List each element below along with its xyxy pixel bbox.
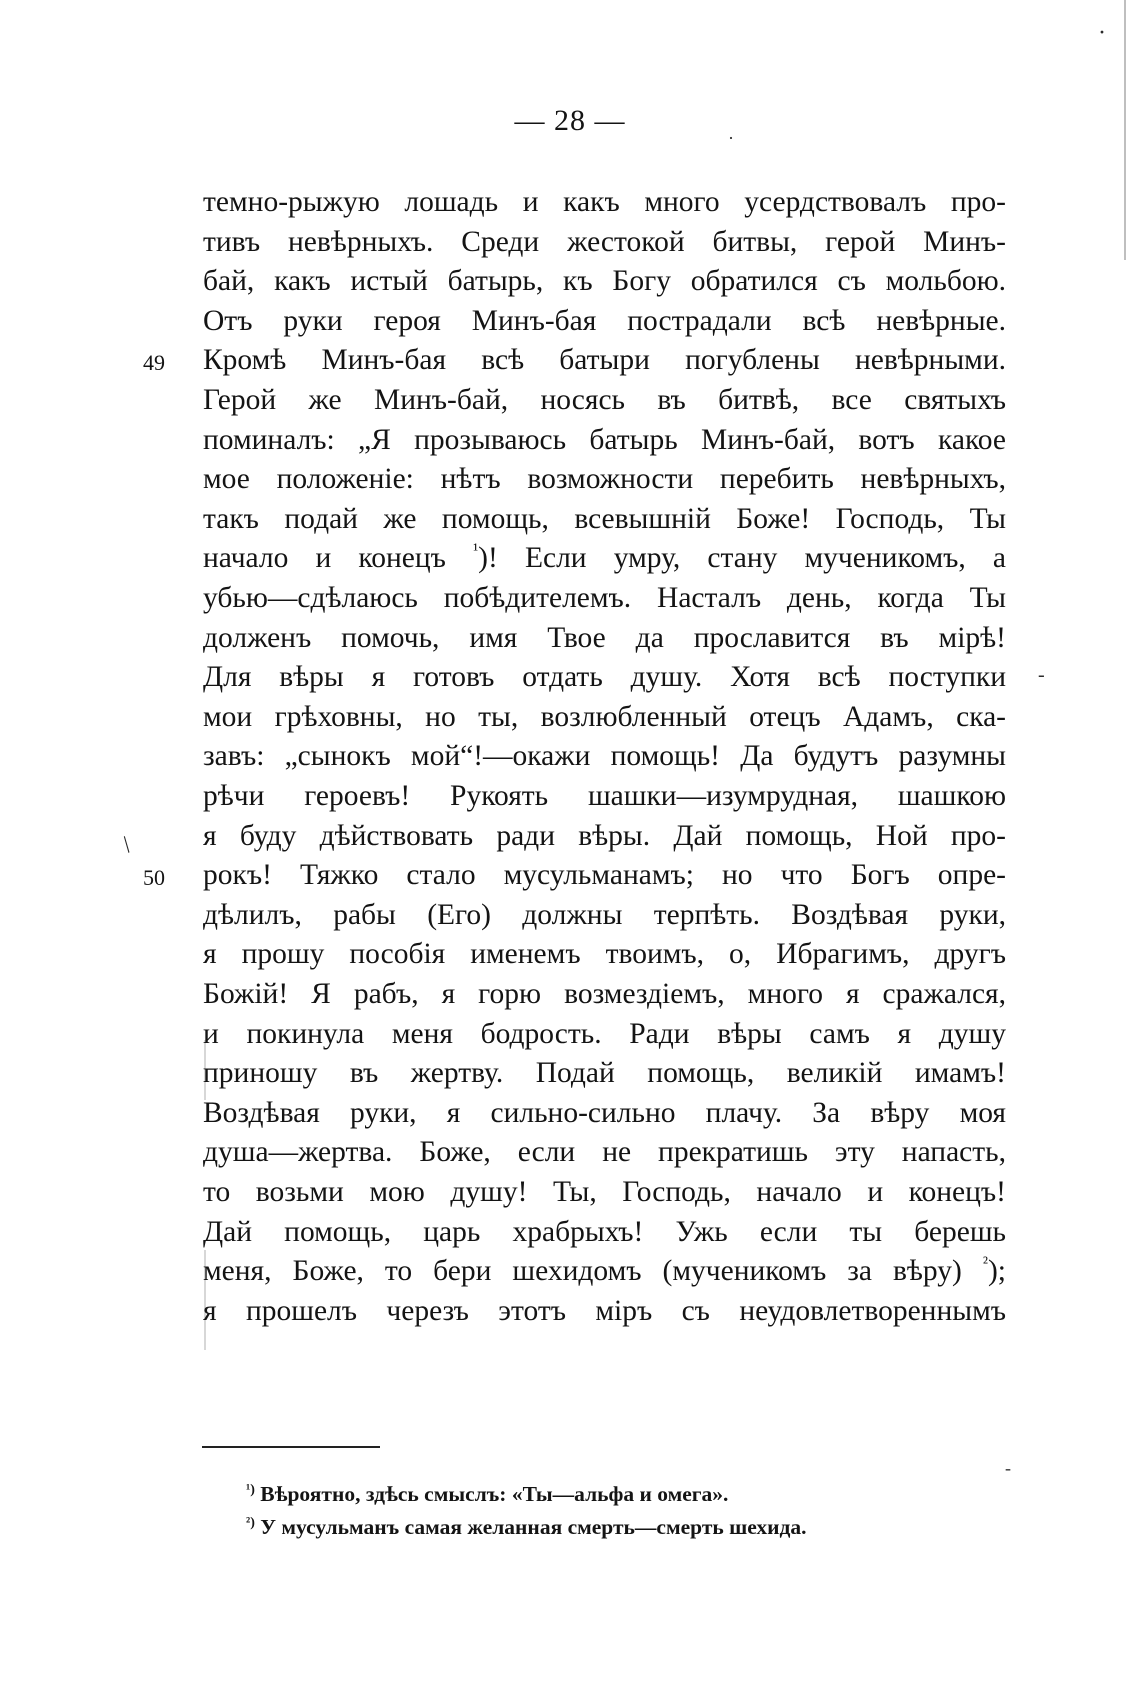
text-line: долженъ помочь, имя Твое да прославится въ мірѣ! xyxy=(203,621,1006,654)
text-line: Воздѣвая руки, я сильно-сильно плачу. За вѣру моя xyxy=(203,1096,1006,1129)
footnote-separator xyxy=(202,1446,380,1448)
text-line: начало и конецъ $^{^1}$)! Если умру, стану мученикомъ, а xyxy=(203,540,1006,575)
text-line: меня, Боже, то бери шехидомъ (мученикомъ за вѣру) $^{^2}$); xyxy=(203,1253,1006,1288)
footnote-reference: ¹ xyxy=(473,540,479,560)
text-line: я прошу пособія именемъ твоимъ, о, Ибрагимъ, другъ xyxy=(203,938,1006,971)
text-line: бай, какъ истый батырь, къ Богу обратился съ мольбою. xyxy=(203,265,1006,298)
stray-mark: · xyxy=(1098,20,1106,46)
text-line: Божій! Я рабъ, я горю возмездіемъ, много я сражался, xyxy=(203,978,1006,1010)
text-line: рѣчи героевъ! Рукоять шашки—изумрудная, шашкою xyxy=(203,780,1006,812)
stray-mark: · xyxy=(728,128,734,148)
text-line: душа—жертва. Боже, если не прекратишь эту напасть, xyxy=(203,1136,1006,1169)
text-line: дѣлилъ, рабы (Его) должны терпѣть. Воздѣвая руки, xyxy=(203,898,1006,931)
stray-mark: / xyxy=(116,832,138,858)
text-line: Кромѣ Минъ-бая всѣ батыри погублены невѣрными. xyxy=(203,344,1006,377)
margin-line-number: 50 xyxy=(143,865,165,891)
text-line: и покинула меня бодрость. Ради вѣры самъ я душу xyxy=(203,1017,1006,1050)
text-line: темно-рыжую лошадь и какъ много усердствовалъ про- xyxy=(203,186,1006,218)
text-line: тивъ невѣрныхъ. Среди жестокой битвы, герой Минъ- xyxy=(203,225,1006,258)
footnote xyxy=(246,1511,807,1544)
stray-mark: - xyxy=(1005,1458,1011,1478)
text-line: убью—сдѣлаюсь побѣдителемъ. Насталъ день, когда Ты xyxy=(203,582,1006,614)
text-line: Отъ руки героя Минъ-бая пострадали всѣ невѣрные. xyxy=(203,304,1006,337)
footnote-text: У мусульманъ самая желанная смерть—смерть шехида. xyxy=(260,1515,807,1539)
text-line: то возьми мою душу! Ты, Господь, начало и конецъ! xyxy=(203,1176,1006,1208)
text-line: Дай помощь, царь храбрыхъ! Ужь если ты берешь xyxy=(203,1215,1006,1248)
text-line: я прошелъ черезъ этотъ міръ съ неудовлетвореннымъ xyxy=(203,1294,1006,1327)
footnote-reference: ² xyxy=(982,1253,988,1273)
text-line: я буду дѣйствовать ради вѣры. Дай помощь, Ной про- xyxy=(203,819,1006,852)
text-line: Для вѣры я готовъ отдать душу. Хотя всѣ поступки xyxy=(203,661,1006,694)
footnote-mark: ¹) xyxy=(246,1482,255,1498)
text-line: приношу въ жертву. Подай помощь, великій имамъ! xyxy=(203,1057,1006,1090)
margin-line-number: 49 xyxy=(143,350,165,376)
text-line: завъ: „сынокъ мой“!—окажи помощь! Да будутъ разумны xyxy=(203,740,1006,773)
footnotes xyxy=(246,1478,807,1544)
text-line: мое положеніе: нѣтъ возможности перебить невѣрныхъ, xyxy=(203,463,1006,496)
stray-mark: - xyxy=(1038,664,1045,686)
text-line: такъ подай же помощь, всевышній Боже! Господь, Ты xyxy=(203,502,1006,535)
text-line: рокъ! Тяжко стало мусульманамъ; но что Богъ опре- xyxy=(203,859,1006,892)
text-line: мои грѣховны, но ты, возлюбленный отецъ Адамъ, ска- xyxy=(203,700,1006,733)
text-line: Герой же Минъ-бай, носясь въ битвѣ, все святыхъ xyxy=(203,384,1006,416)
page-number: — 28 — xyxy=(514,104,626,137)
footnote-text: Вѣроятно, здѣсь смыслъ: «Ты—альфа и омега». xyxy=(260,1482,729,1506)
footnote-mark: ²) xyxy=(246,1515,255,1531)
footnote xyxy=(246,1478,807,1511)
text-line: поминалъ: „Я прозываюсь батырь Минъ-бай, вотъ какое xyxy=(203,423,1006,456)
